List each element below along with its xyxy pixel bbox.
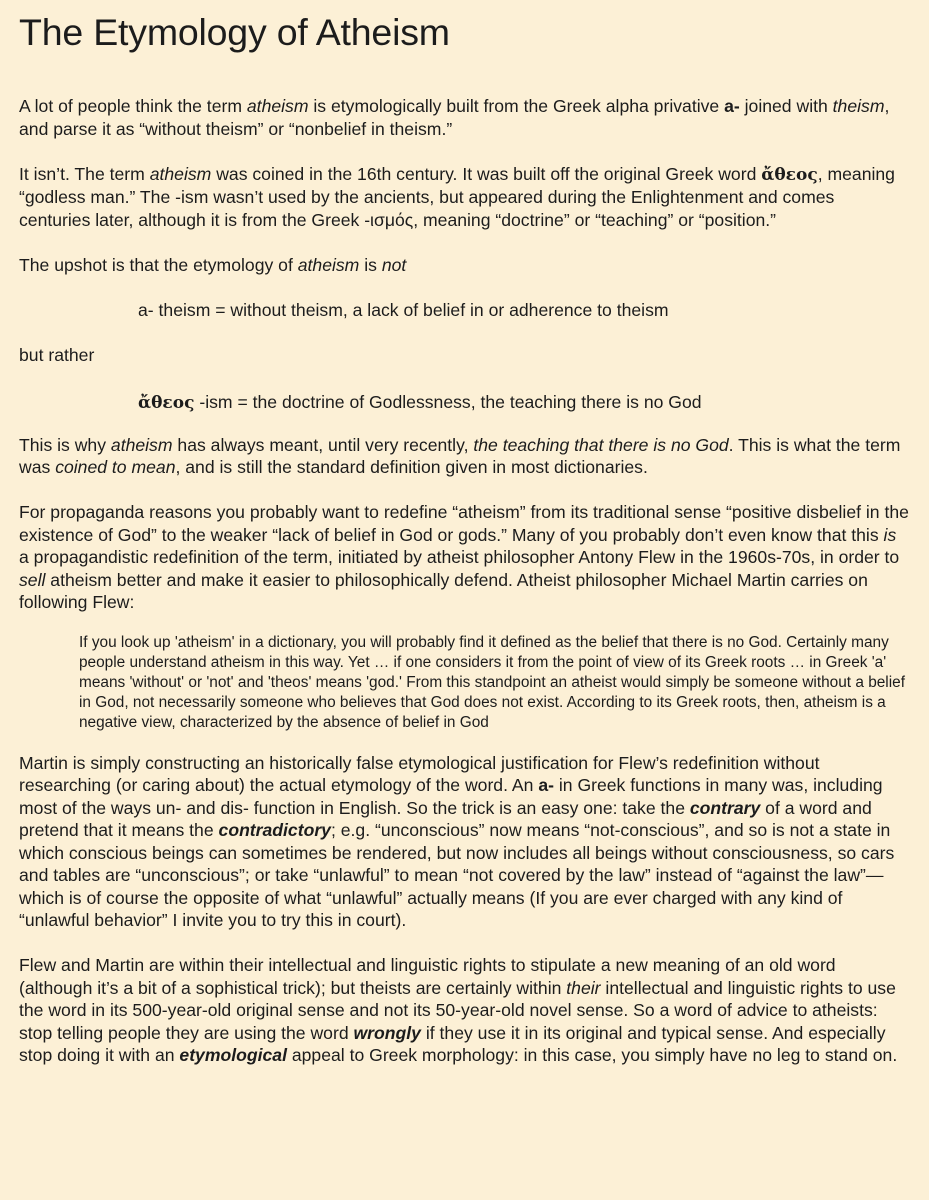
- paragraph-4: This is why atheism has always meant, until very recently, the teaching that there is no God. This is what the term was coined to mean, and is still the standard definition given in most dictionaries.: [19, 434, 901, 477]
- formula-1: a- theism = without theism, a lack of belief in or adherence to theism: [138, 300, 669, 320]
- paragraph-5: For propaganda reasons you probably want to redefine “atheism” from its traditional sense “positive disbelief in the existence of God” to the weaker “lack of belief in God or gods.” Many of you probably don’t even know that this is a propagandistic redefinition of the term, initiated by atheist philosopher Antony Flew in the 1960s-70s, in order to sell atheism better and make it easier to philosophically defend. Atheist philosopher Michael Martin carries on following Flew:: [19, 502, 909, 612]
- greek-word: ἄθεος: [761, 164, 818, 185]
- paragraph-1: A lot of people think the term atheism is etymologically built from the Greek alpha privative a- joined with theism, and parse it as “without theism” or “nonbelief in theism.”: [19, 96, 890, 139]
- paragraph-6: Martin is simply constructing an historically false etymological justification for Flew’s redefinition without researching (or caring about) the actual etymology of the word. An a- in Greek functions in many was, including most of the ways un- and dis- function in English. So the trick is an easy one: take the contrary of a word and pretend that it means the contradictory; e.g. “unconscious” now means “not-conscious”, and so is not a state in which conscious beings can sometimes be rendered, but now includes all beings without consciousness, so cars and tables are “unconscious”; or take “unlawful” to mean “not covered by the law” instead of “against the law”—which is of course the opposite of what “unlawful” actually means (If you are ever charged with any kind of “unlawful behavior” I invite you to try this in court).: [19, 752, 895, 930]
- martin-quote: If you look up 'atheism' in a dictionary, you will probably find it defined as the belief that there is no God. Certainly many people understand atheism in this way. Yet … if one considers it from the point of view of its Greek roots … in Greek 'a' means 'without' or 'not' and 'theos' means 'god.' From this standpoint an atheist would simply be someone without a belief in God, not necessarily someone who believes that God does not exist. According to its Greek roots, then, atheism is a negative view, characterized by the absence of belief in God: [79, 633, 905, 731]
- paragraph-7: Flew and Martin are within their intellectual and linguistic rights to stipulate a new meaning of an old word (although it’s a bit of a sophistical trick); but theists are certainly within their intellectual and linguistic rights to use the word in its 500-year-old original sense and not its 50-year-old novel sense. So a word of advice to atheists: stop telling people they are using the word wrongly if they use it in its original and typical sense. And especially stop doing it with an etymological appeal to Greek morphology: in this case, you simply have no leg to stand on.: [19, 955, 898, 1065]
- greek-word: ἄθεος: [138, 393, 195, 413]
- paragraph-2: It isn’t. The term atheism was coined in the 16th century. It was built off the original Greek word ἄθεος, meaning “godless man.” The -ism wasn’t used by the ancients, but appeared during the Enlightenment and comes centuries later, although it is from the Greek -ισμός, meaning “doctrine” or “teaching” or “position.”: [19, 163, 895, 230]
- but-rather: but rather: [19, 344, 95, 365]
- page-title: The Etymology of Atheism: [19, 11, 450, 53]
- formula-2: ἄθεος -ism = the doctrine of Godlessness, the teaching there is no God: [138, 392, 702, 413]
- paragraph-3: The upshot is that the etymology of atheism is not: [19, 254, 407, 275]
